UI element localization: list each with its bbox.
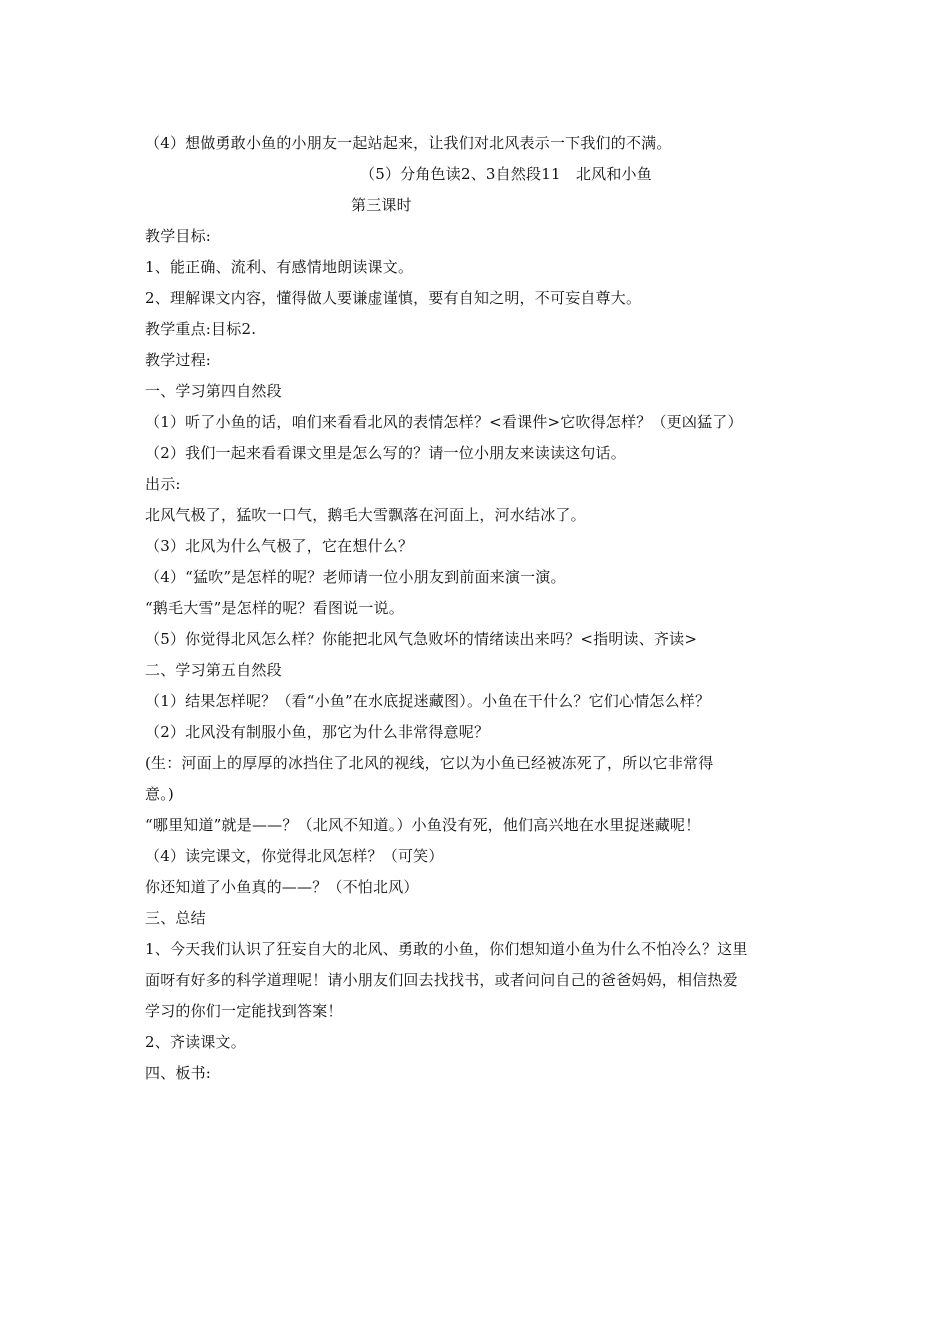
- text-line: 北风气极了，猛吹一口气，鹅毛大雪飘落在河面上，河水结冰了。: [145, 506, 586, 524]
- text-line: 你还知道了小鱼真的——？（不怕北风）: [145, 878, 419, 896]
- text-line: “哪里知道”就是——？（北风不知道。）小鱼没有死，他们高兴地在水里捉迷藏呢！: [145, 816, 701, 834]
- text-line: （2）我们一起来看看课文里是怎么写的？请一位小朋友来读读这句话。: [145, 444, 626, 462]
- text-line: 出示:: [145, 475, 181, 493]
- lesson-heading: 第三课时: [351, 196, 412, 214]
- text-line: （2）北风没有制服小鱼，那它为什么非常得意呢？: [145, 723, 490, 741]
- section-heading: 教学重点:目标2.: [145, 320, 257, 338]
- section-heading: 三、总结: [145, 909, 206, 927]
- section-heading: 教学过程:: [145, 351, 212, 369]
- text-line: 意。): [145, 785, 174, 803]
- text-line: （4）想做勇敢小鱼的小朋友一起站起来，让我们对北风表示一下我们的不满。: [145, 134, 672, 152]
- document-body: [145, 128, 815, 1089]
- text-line: 1、今天我们认识了狂妄自大的北风、勇敢的小鱼，你们想知道小鱼为什么不怕冷么？这里: [145, 940, 748, 958]
- text-line: “鹅毛大雪”是怎样的呢？看图说一说。: [145, 599, 404, 617]
- text-line: （5）分角色读2、3自然段11 北风和小鱼: [360, 165, 652, 183]
- text-line: （1）结果怎样呢？（看“小鱼”在水底捉迷藏图）。小鱼在干什么？它们心情怎么样？: [145, 692, 711, 710]
- text-line: 2、理解课文内容，懂得做人要谦虚谨慎，要有自知之明，不可妄自尊大。: [145, 289, 642, 307]
- text-line: 面呀有好多的科学道理呢！请小朋友们回去找找书，或者问问自己的爸爸妈妈，相信热爱: [145, 971, 738, 989]
- text-line: 2、齐读课文。: [145, 1033, 246, 1051]
- text-line: 学习的你们一定能找到答案！: [145, 1002, 343, 1020]
- text-line: (生：河面上的厚厚的冰挡住了北风的视线，它以为小鱼已经被冻死了，所以它非常得: [145, 754, 714, 772]
- text-line: 1、能正确、流利、有感情地朗读课文。: [145, 258, 414, 276]
- section-heading: 二、学习第五自然段: [145, 661, 282, 679]
- section-heading: 四、板书:: [145, 1064, 212, 1082]
- text-line: （4）“猛吹”是怎样的呢？老师请一位小朋友到前面来演一演。: [145, 568, 566, 586]
- section-heading: 教学目标:: [145, 227, 212, 245]
- text-line: （5）你觉得北风怎么样？你能把北风气急败坏的情绪读出来吗？<指明读、齐读>: [145, 630, 698, 648]
- text-line: （4）读完课文，你觉得北风怎样？（可笑）: [145, 847, 444, 865]
- section-heading: 一、学习第四自然段: [145, 382, 282, 400]
- text-line: （3）北风为什么气极了，它在想什么？: [145, 537, 414, 555]
- text-line: （1）听了小鱼的话，咱们来看看北风的表情怎样？<看课件>它吹得怎样？（更凶猛了）: [145, 413, 743, 431]
